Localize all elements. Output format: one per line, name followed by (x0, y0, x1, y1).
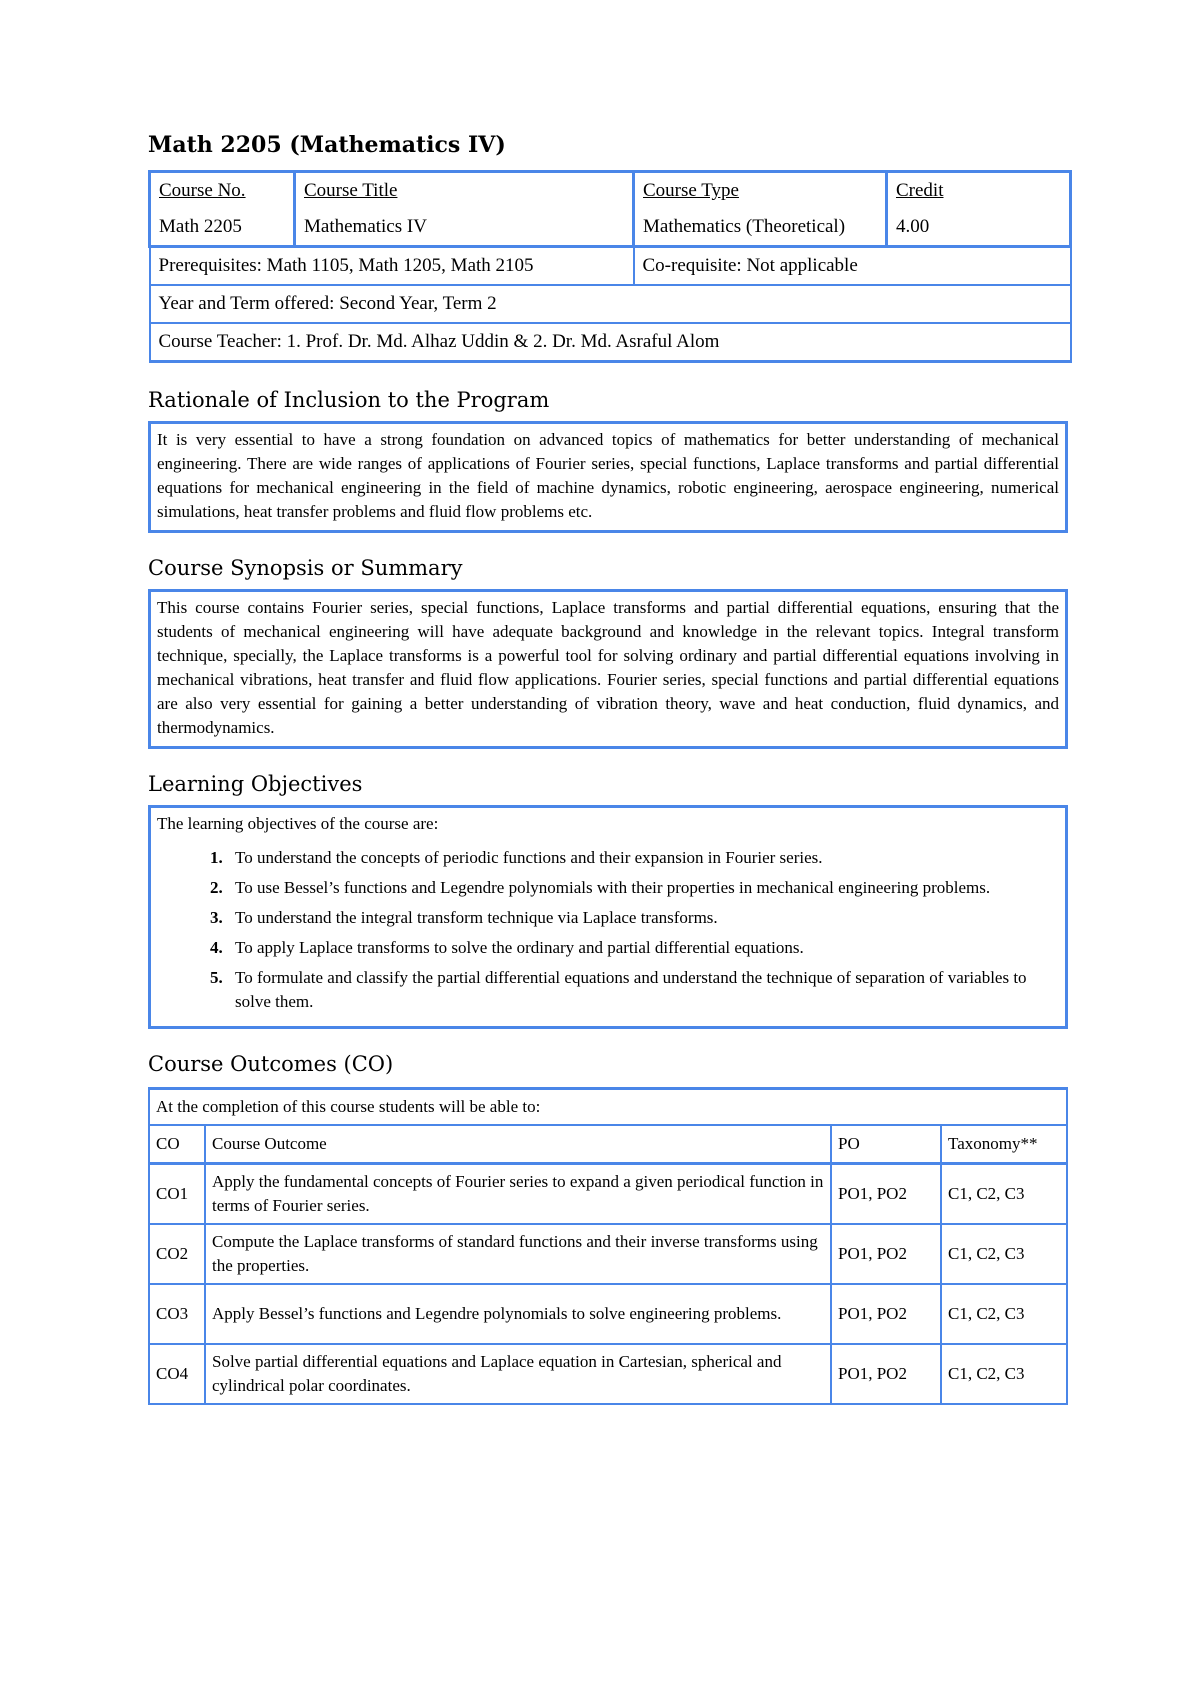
synopsis-text: This course contains Fourier series, special functions, Laplace transforms and partial differential equations, ensuring that the students of mechanical engineering will have adequate background and knowledge in the relevant topics. Integral transform technique, specially, the Laplace transforms is a powerful tool for solving ordinary and partial differential equations involving in mechanical vibrations, heat transfer and fluid flow applications. Fourier series, special functions and partial differential equations are also very essential for gaining a better understanding of vibration theory, wave and heat conduction, fluid dynamics, and thermodynamics. (157, 598, 1059, 737)
outcomes-heading: Course Outcomes (CO) (148, 1052, 394, 1076)
synopsis-box (148, 589, 1068, 749)
co-taxonomy: C1, C2, C3 (941, 1344, 1067, 1404)
co-po: PO1, PO2 (831, 1284, 941, 1344)
synopsis-heading: Course Synopsis or Summary (148, 556, 463, 580)
co-taxonomy: C1, C2, C3 (941, 1224, 1067, 1284)
co-taxonomy: C1, C2, C3 (941, 1284, 1067, 1344)
objectives-box (148, 805, 1068, 1029)
outcomes-table (148, 1087, 1068, 1405)
course-type-value: Mathematics (Theoretical) (634, 209, 887, 247)
outcome-column-header: Course Outcome (205, 1125, 831, 1164)
rationale-heading: Rationale of Inclusion to the Program (148, 388, 550, 412)
outcomes-intro: At the completion of this course students will be able to: (149, 1089, 1067, 1126)
objective-item: 3. To understand the integral transform technique via Laplace transforms. (227, 906, 1059, 930)
rationale-box (148, 421, 1068, 533)
table-row (149, 1344, 1067, 1404)
taxonomy-column-header: Taxonomy** (941, 1125, 1067, 1164)
credit-value: 4.00 (887, 209, 1071, 247)
table-row (149, 1224, 1067, 1284)
objective-item: 5. To formulate and classify the partial differential equations and understand the technique of separation of variables to solve them. (227, 966, 1059, 1014)
co-po: PO1, PO2 (831, 1224, 941, 1284)
course-title-value: Mathematics IV (295, 209, 634, 247)
objectives-list (157, 846, 1059, 1014)
objective-item: 2. To use Bessel’s functions and Legendre polynomials with their properties in mechanical engineering problems. (227, 876, 1059, 900)
corequisite: Co-requisite: Not applicable (634, 247, 1071, 286)
table-row (149, 1284, 1067, 1344)
course-title-header: Course Title (295, 172, 634, 210)
co-po: PO1, PO2 (831, 1164, 941, 1225)
objective-item: 1. To understand the concepts of periodic functions and their expansion in Fourier series. (227, 846, 1059, 870)
objectives-intro: The learning objectives of the course are: (157, 814, 439, 833)
co-id: CO4 (149, 1344, 205, 1404)
co-description: Apply Bessel’s functions and Legendre polynomials to solve engineering problems. (205, 1284, 831, 1344)
page-title: Math 2205 (Mathematics IV) (148, 132, 506, 158)
course-info-table (148, 170, 1072, 363)
table-row (149, 1164, 1067, 1225)
co-column-header: CO (149, 1125, 205, 1164)
po-column-header: PO (831, 1125, 941, 1164)
course-type-header: Course Type (634, 172, 887, 210)
course-teacher: Course Teacher: 1. Prof. Dr. Md. Alhaz Uddin & 2. Dr. Md. Asraful Alom (150, 323, 1071, 362)
rationale-text: It is very essential to have a strong foundation on advanced topics of mathematics for better understanding of mechanical engineering. There are wide ranges of applications of Fourier series, special functions, Laplace transforms and partial differential equations for mechanical engineering in the field of machine dynamics, robotic engineering, aerospace engineering, numerical simulations, heat transfer problems and fluid flow problems etc. (157, 430, 1059, 521)
co-taxonomy: C1, C2, C3 (941, 1164, 1067, 1225)
co-description: Solve partial differential equations and Laplace equation in Cartesian, spherical and cylindrical polar coordinates. (205, 1344, 831, 1404)
co-description: Apply the fundamental concepts of Fourier series to expand a given periodical function in terms of Fourier series. (205, 1164, 831, 1225)
co-id: CO3 (149, 1284, 205, 1344)
co-description: Compute the Laplace transforms of standard functions and their inverse transforms using the properties. (205, 1224, 831, 1284)
document-page (148, 130, 1068, 1405)
co-id: CO2 (149, 1224, 205, 1284)
co-po: PO1, PO2 (831, 1344, 941, 1404)
course-no-value: Math 2205 (150, 209, 295, 247)
objectives-heading: Learning Objectives (148, 772, 363, 796)
year-term: Year and Term offered: Second Year, Term 2 (150, 285, 1071, 323)
credit-header: Credit (887, 172, 1071, 210)
course-no-header: Course No. (150, 172, 295, 210)
co-id: CO1 (149, 1164, 205, 1225)
prerequisites: Prerequisites: Math 1105, Math 1205, Math 2105 (150, 247, 634, 286)
objective-item: 4. To apply Laplace transforms to solve the ordinary and partial differential equations. (227, 936, 1059, 960)
